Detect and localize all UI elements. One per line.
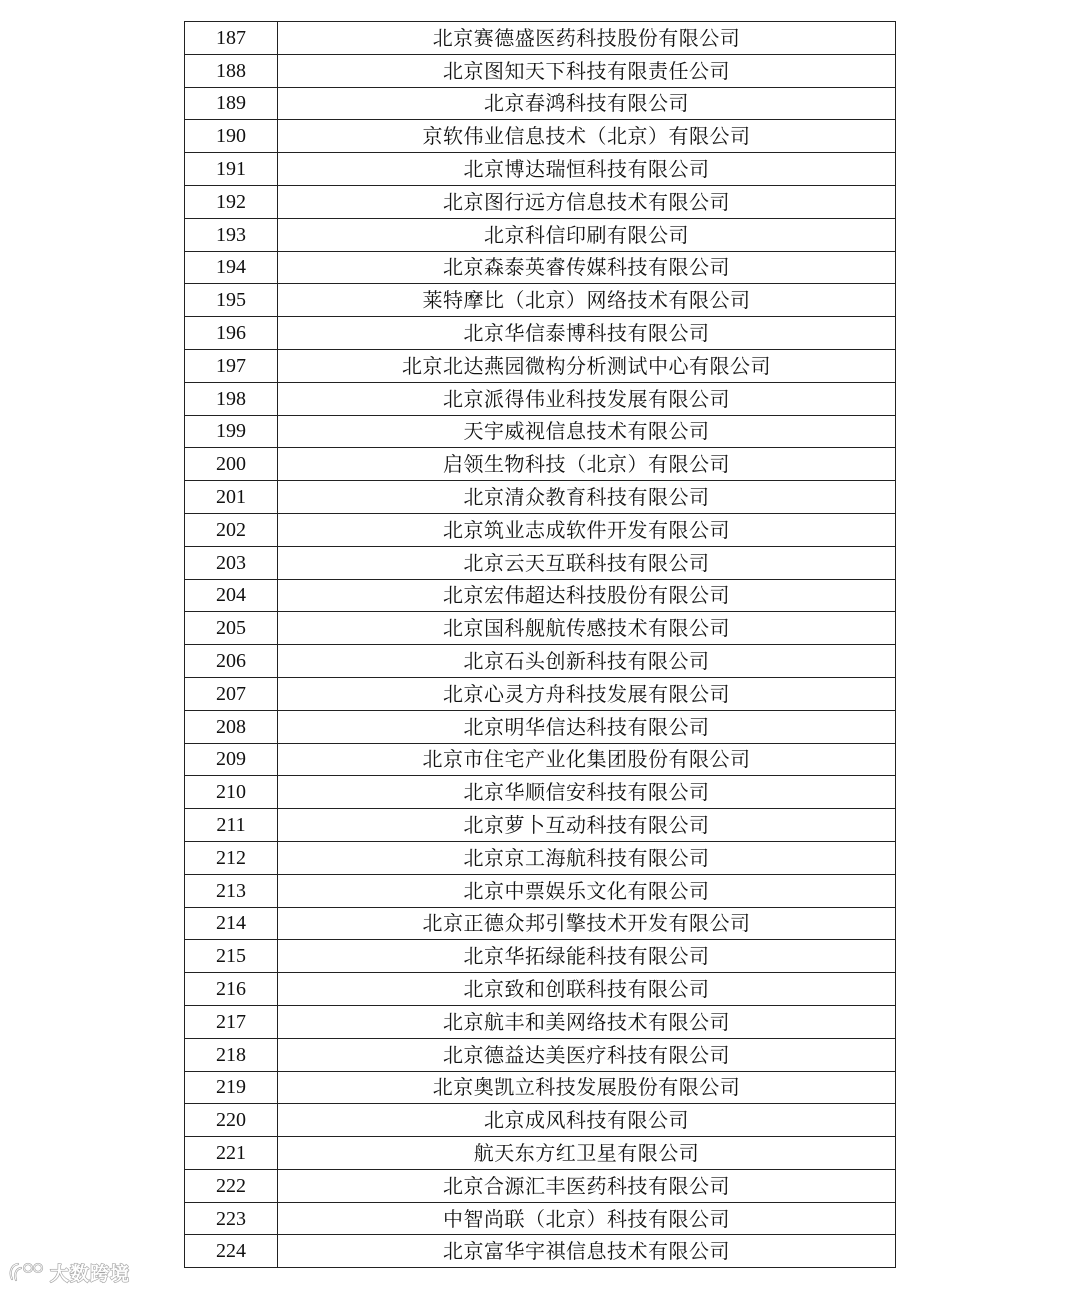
row-index-cell: 190	[185, 120, 278, 153]
company-name-cell: 北京奥凯立科技发展股份有限公司	[278, 1071, 896, 1104]
table-row	[185, 284, 896, 317]
company-name-cell: 北京京工海航科技有限公司	[278, 841, 896, 874]
table-row	[185, 317, 896, 350]
row-index-cell: 224	[185, 1235, 278, 1268]
company-name-cell: 北京科信印刷有限公司	[278, 218, 896, 251]
row-index-cell: 187	[185, 22, 278, 55]
table-row	[185, 546, 896, 579]
table-row	[185, 1038, 896, 1071]
company-name-cell: 北京富华宇祺信息技术有限公司	[278, 1235, 896, 1268]
row-index-cell: 202	[185, 513, 278, 546]
row-index-cell: 212	[185, 841, 278, 874]
row-index-cell: 218	[185, 1038, 278, 1071]
company-name-cell: 天宇威视信息技术有限公司	[278, 415, 896, 448]
row-index-cell: 203	[185, 546, 278, 579]
row-index-cell: 223	[185, 1202, 278, 1235]
table-row	[185, 415, 896, 448]
table-row	[185, 1005, 896, 1038]
logo-icon	[6, 1259, 46, 1285]
row-index-cell: 206	[185, 645, 278, 678]
company-name-cell: 北京博达瑞恒科技有限公司	[278, 153, 896, 186]
table-row	[185, 1202, 896, 1235]
table-row	[185, 218, 896, 251]
table-row	[185, 153, 896, 186]
table-row	[185, 1071, 896, 1104]
company-name-cell: 北京心灵方舟科技发展有限公司	[278, 677, 896, 710]
company-name-cell: 北京正德众邦引擎技术开发有限公司	[278, 907, 896, 940]
table-row	[185, 645, 896, 678]
table-row	[185, 22, 896, 55]
table-row	[185, 579, 896, 612]
company-table	[184, 21, 896, 1268]
row-index-cell: 220	[185, 1104, 278, 1137]
row-index-cell: 210	[185, 776, 278, 809]
company-name-cell: 北京合源汇丰医药科技有限公司	[278, 1169, 896, 1202]
table-row	[185, 973, 896, 1006]
company-name-cell: 启领生物科技（北京）有限公司	[278, 448, 896, 481]
table-row	[185, 1104, 896, 1137]
company-name-cell: 北京德益达美医疗科技有限公司	[278, 1038, 896, 1071]
table-row	[185, 743, 896, 776]
row-index-cell: 204	[185, 579, 278, 612]
table-row	[185, 349, 896, 382]
row-index-cell: 219	[185, 1071, 278, 1104]
company-name-cell: 北京明华信达科技有限公司	[278, 710, 896, 743]
table-row	[185, 382, 896, 415]
table-row	[185, 120, 896, 153]
row-index-cell: 207	[185, 677, 278, 710]
company-name-cell: 北京市住宅产业化集团股份有限公司	[278, 743, 896, 776]
table-row	[185, 251, 896, 284]
row-index-cell: 222	[185, 1169, 278, 1202]
company-name-cell: 北京宏伟超达科技股份有限公司	[278, 579, 896, 612]
company-name-cell: 北京华顺信安科技有限公司	[278, 776, 896, 809]
row-index-cell: 205	[185, 612, 278, 645]
row-index-cell: 209	[185, 743, 278, 776]
company-name-cell: 北京航丰和美网络技术有限公司	[278, 1005, 896, 1038]
company-name-cell: 莱特摩比（北京）网络技术有限公司	[278, 284, 896, 317]
table-row	[185, 1235, 896, 1268]
company-name-cell: 北京石头创新科技有限公司	[278, 645, 896, 678]
company-name-cell: 北京北达燕园微构分析测试中心有限公司	[278, 349, 896, 382]
table-row	[185, 513, 896, 546]
row-index-cell: 216	[185, 973, 278, 1006]
watermark	[6, 1257, 130, 1287]
row-index-cell: 188	[185, 54, 278, 87]
company-name-cell: 北京图行远方信息技术有限公司	[278, 185, 896, 218]
company-name-cell: 北京春鸿科技有限公司	[278, 87, 896, 120]
table-row	[185, 1169, 896, 1202]
table-row	[185, 874, 896, 907]
table-row	[185, 809, 896, 842]
table-row	[185, 710, 896, 743]
row-index-cell: 213	[185, 874, 278, 907]
company-name-cell: 北京云天互联科技有限公司	[278, 546, 896, 579]
table-body	[185, 22, 896, 1268]
watermark-text: 大数跨境	[50, 1262, 131, 1285]
row-index-cell: 197	[185, 349, 278, 382]
row-index-cell: 214	[185, 907, 278, 940]
company-name-cell: 北京派得伟业科技发展有限公司	[278, 382, 896, 415]
row-index-cell: 194	[185, 251, 278, 284]
row-index-cell: 208	[185, 710, 278, 743]
row-index-cell: 196	[185, 317, 278, 350]
table-row	[185, 940, 896, 973]
row-index-cell: 201	[185, 481, 278, 514]
row-index-cell: 195	[185, 284, 278, 317]
company-name-cell: 北京森泰英睿传媒科技有限公司	[278, 251, 896, 284]
row-index-cell: 221	[185, 1137, 278, 1170]
company-name-cell: 北京萝卜互动科技有限公司	[278, 809, 896, 842]
company-name-cell: 北京图知天下科技有限责任公司	[278, 54, 896, 87]
table-row	[185, 481, 896, 514]
row-index-cell: 199	[185, 415, 278, 448]
row-index-cell: 198	[185, 382, 278, 415]
row-index-cell: 193	[185, 218, 278, 251]
table-row	[185, 87, 896, 120]
table-row	[185, 907, 896, 940]
company-name-cell: 中智尚联（北京）科技有限公司	[278, 1202, 896, 1235]
company-name-cell: 航天东方红卫星有限公司	[278, 1137, 896, 1170]
company-name-cell: 北京致和创联科技有限公司	[278, 973, 896, 1006]
company-name-cell: 北京成风科技有限公司	[278, 1104, 896, 1137]
company-name-cell: 北京华拓绿能科技有限公司	[278, 940, 896, 973]
table-row	[185, 841, 896, 874]
company-name-cell: 北京华信泰博科技有限公司	[278, 317, 896, 350]
row-index-cell: 215	[185, 940, 278, 973]
row-index-cell: 192	[185, 185, 278, 218]
company-name-cell: 北京清众教育科技有限公司	[278, 481, 896, 514]
row-index-cell: 191	[185, 153, 278, 186]
company-name-cell: 北京国科舰航传感技术有限公司	[278, 612, 896, 645]
table-row	[185, 612, 896, 645]
table-row	[185, 448, 896, 481]
table-row	[185, 776, 896, 809]
table-row	[185, 185, 896, 218]
table-row	[185, 54, 896, 87]
table-row	[185, 1137, 896, 1170]
row-index-cell: 217	[185, 1005, 278, 1038]
company-name-cell: 京软伟业信息技术（北京）有限公司	[278, 120, 896, 153]
company-name-cell: 北京筑业志成软件开发有限公司	[278, 513, 896, 546]
company-name-cell: 北京赛德盛医药科技股份有限公司	[278, 22, 896, 55]
row-index-cell: 200	[185, 448, 278, 481]
row-index-cell: 211	[185, 809, 278, 842]
row-index-cell: 189	[185, 87, 278, 120]
company-name-cell: 北京中票娱乐文化有限公司	[278, 874, 896, 907]
table-row	[185, 677, 896, 710]
